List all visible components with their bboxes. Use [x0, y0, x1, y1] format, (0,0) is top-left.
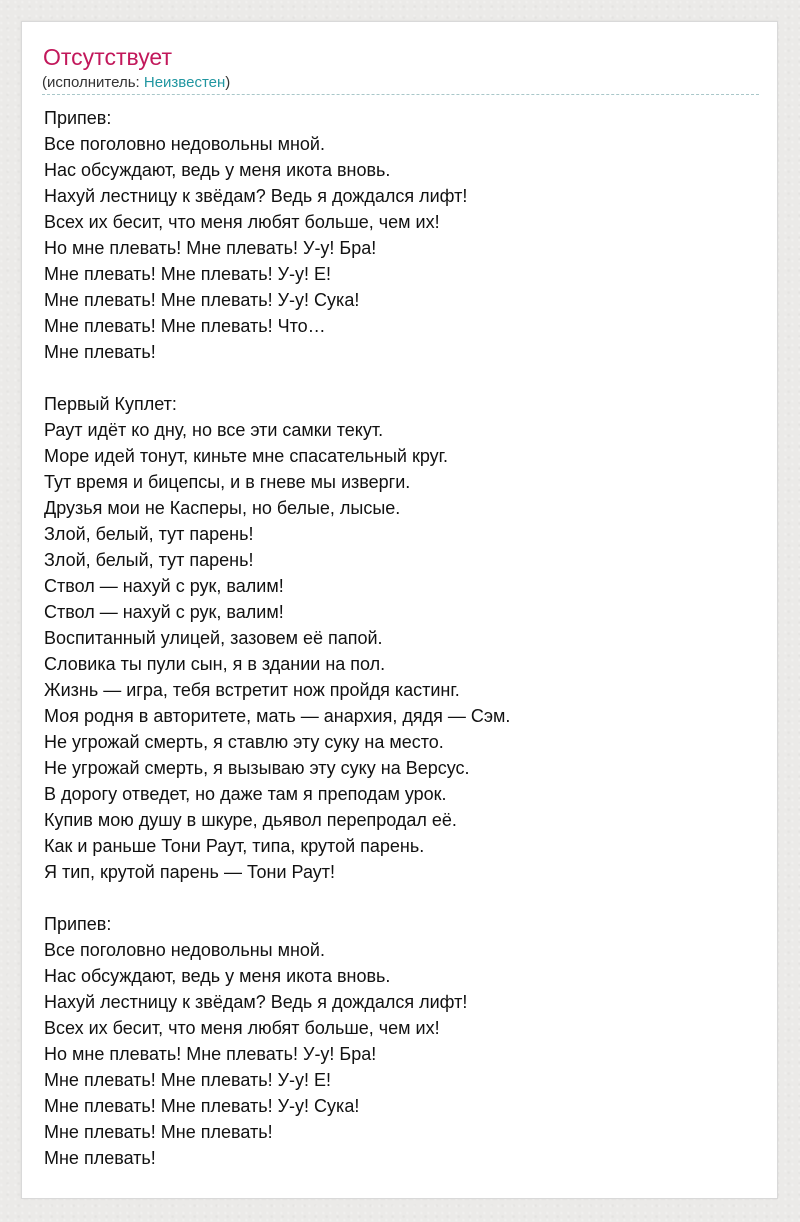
lyric-line: Нас обсуждают, ведь у меня икота вновь. [44, 966, 391, 986]
lyric-line: Нас обсуждают, ведь у меня икота вновь. [44, 160, 391, 180]
lyric-line: Мне плевать! Мне плевать! У-у! Сука! [44, 1096, 360, 1116]
lyric-line: Как и раньше Тони Раут, типа, крутой парень. [44, 836, 425, 856]
lyric-line: В дорогу отведет, но даже там я преподам урок. [44, 784, 447, 804]
lyric-line: Воспитанный улицей, зазовем её папой. [44, 628, 383, 648]
lyric-line: Мне плевать! Мне плевать! У-у! Е! [44, 264, 332, 284]
lyric-line: Всех их бесит, что меня любят больше, чем их! [44, 1018, 440, 1038]
lyric-line: Все поголовно недовольны мной. [44, 940, 325, 960]
lyric-line: Мне плевать! [44, 342, 156, 362]
lyric-line: Друзья мои не Касперы, но белые, лысые. [44, 498, 401, 518]
blank-line [44, 365, 754, 391]
lyric-line: Моя родня в авторитете, мать — анархия, дядя — Сэм. [44, 706, 511, 726]
lyric-line: Словика ты пули сын, я в здании на пол. [44, 654, 386, 674]
lyric-line: Жизнь — игра, тебя встретит нож пройдя кастинг. [44, 680, 460, 700]
lyric-line: Не угрожай смерть, я вызываю эту суку на Версус. [44, 758, 470, 778]
lyric-line: Припев: [44, 108, 112, 128]
lyric-line: Не угрожай смерть, я ставлю эту суку на место. [44, 732, 444, 752]
lyric-line: Припев: [44, 914, 112, 934]
lyric-line: Нахуй лестницу к звёдам? Ведь я дождался лифт! [44, 992, 468, 1012]
lyric-line: Ствол — нахуй с рук, валим! [44, 602, 284, 622]
lyric-line: Мне плевать! Мне плевать! Что… [44, 316, 326, 336]
artist-prefix: (исполнитель: [42, 74, 144, 91]
lyric-line: Мне плевать! Мне плевать! У-у! Сука! [44, 290, 360, 310]
lyric-line: Море идей тонут, киньте мне спасательный круг. [44, 446, 449, 466]
header-divider [42, 94, 759, 95]
lyric-line: Злой, белый, тут парень! [44, 524, 254, 544]
lyric-line: Злой, белый, тут парень! [44, 550, 254, 570]
lyric-line: Нахуй лестницу к звёдам? Ведь я дождался лифт! [44, 186, 468, 206]
lyric-line: Купив мою душу в шкуре, дьявол перепродал её. [44, 810, 457, 830]
artist-line [42, 73, 230, 93]
lyric-line: Мне плевать! Мне плевать! [44, 1122, 273, 1142]
lyric-line: Тут время и бицепсы, и в гневе мы изверги. [44, 472, 411, 492]
lyric-line: Ствол — нахуй с рук, валим! [44, 576, 284, 596]
lyric-line: Я тип, крутой парень — Тони Раут! [44, 862, 335, 882]
lyric-line: Но мне плевать! Мне плевать! У-у! Бра! [44, 238, 377, 258]
blank-line [44, 885, 754, 911]
lyrics-card [21, 21, 778, 1199]
song-title: Отсутствует [43, 44, 172, 70]
lyric-line: Все поголовно недовольны мной. [44, 134, 325, 154]
artist-link[interactable]: Неизвестен [143, 74, 226, 91]
lyrics-text [44, 105, 754, 1171]
lyric-line: Первый Куплет: [44, 394, 177, 414]
artist-suffix: ) [225, 74, 231, 91]
lyric-line: Раут идёт ко дну, но все эти самки текут. [44, 420, 384, 440]
lyric-line: Но мне плевать! Мне плевать! У-у! Бра! [44, 1044, 377, 1064]
lyric-line: Всех их бесит, что меня любят больше, чем их! [44, 212, 440, 232]
lyric-line: Мне плевать! [44, 1148, 156, 1168]
lyric-line: Мне плевать! Мне плевать! У-у! Е! [44, 1070, 332, 1090]
